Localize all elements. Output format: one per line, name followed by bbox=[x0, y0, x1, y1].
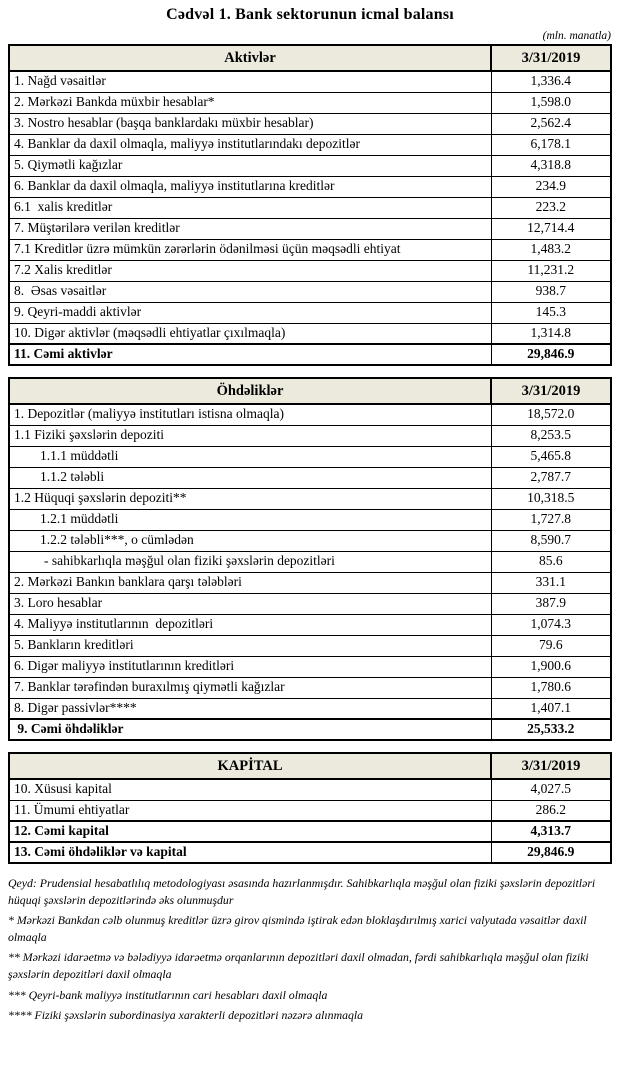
row-label: 4. Maliyyə institutlarının depozitləri bbox=[9, 614, 491, 635]
table-row bbox=[9, 677, 611, 698]
row-value: 5,465.8 bbox=[491, 446, 611, 467]
row-label: 11. Ümumi ehtiyatlar bbox=[9, 800, 491, 821]
row-label: 1.1 Fiziki şəxslərin depoziti bbox=[9, 425, 491, 446]
row-label: 7.2 Xalis kreditlər bbox=[9, 260, 491, 281]
table-row bbox=[9, 842, 611, 863]
row-label: 9. Cəmi öhdəliklər bbox=[9, 719, 491, 740]
row-label: 5. Qiymətli kağızlar bbox=[9, 155, 491, 176]
row-value: 4,313.7 bbox=[491, 821, 611, 842]
row-label: 7. Müştərilərə verilən kreditlər bbox=[9, 218, 491, 239]
table-row bbox=[9, 218, 611, 239]
row-label: 8. Digər passivlər**** bbox=[9, 698, 491, 719]
date-column-header: 3/31/2019 bbox=[491, 378, 611, 404]
row-value: 4,027.5 bbox=[491, 779, 611, 800]
section-table bbox=[8, 377, 612, 741]
row-value: 4,318.8 bbox=[491, 155, 611, 176]
table-row bbox=[9, 323, 611, 344]
date-column-header: 3/31/2019 bbox=[491, 753, 611, 779]
table-row bbox=[9, 134, 611, 155]
row-label: 3. Loro hesablar bbox=[9, 593, 491, 614]
table-row bbox=[9, 614, 611, 635]
row-label: 3. Nostro hesablar (başqa banklardakı müxbir hesablar) bbox=[9, 113, 491, 134]
section-header-row bbox=[9, 753, 611, 779]
row-value: 25,533.2 bbox=[491, 719, 611, 740]
row-label: 6.1 xalis kreditlər bbox=[9, 197, 491, 218]
row-label: 7.1 Kreditlər üzrə mümkün zərərlərin ödənilməsi üçün məqsədli ehtiyat bbox=[9, 239, 491, 260]
row-value: 1,336.4 bbox=[491, 71, 611, 92]
row-label: 1.1.2 tələbli bbox=[9, 467, 491, 488]
row-value: 1,900.6 bbox=[491, 656, 611, 677]
row-label: 12. Cəmi kapital bbox=[9, 821, 491, 842]
table-row bbox=[9, 530, 611, 551]
row-value: 1,314.8 bbox=[491, 323, 611, 344]
table-row bbox=[9, 239, 611, 260]
unit-note: (mln. manatla) bbox=[542, 30, 611, 42]
table-row bbox=[9, 113, 611, 134]
row-label: 1.1.1 müddətli bbox=[9, 446, 491, 467]
row-label: 8. Əsas vəsaitlər bbox=[9, 281, 491, 302]
section-header-row bbox=[9, 45, 611, 71]
row-value: 12,714.4 bbox=[491, 218, 611, 239]
row-value: 1,780.6 bbox=[491, 677, 611, 698]
table-row bbox=[9, 635, 611, 656]
row-value: 1,598.0 bbox=[491, 92, 611, 113]
table-row bbox=[9, 800, 611, 821]
date-column-header: 3/31/2019 bbox=[491, 45, 611, 71]
row-value: 1,074.3 bbox=[491, 614, 611, 635]
table-row bbox=[9, 281, 611, 302]
table-row bbox=[9, 509, 611, 530]
row-value: 331.1 bbox=[491, 572, 611, 593]
row-value: 10,318.5 bbox=[491, 488, 611, 509]
row-value: 387.9 bbox=[491, 593, 611, 614]
row-label: 10. Xüsusi kapital bbox=[9, 779, 491, 800]
table-row bbox=[9, 302, 611, 323]
row-label: 1. Nağd vəsaitlər bbox=[9, 71, 491, 92]
table-row bbox=[9, 71, 611, 92]
row-value: 29,846.9 bbox=[491, 842, 611, 863]
row-value: 223.2 bbox=[491, 197, 611, 218]
footnote: * Mərkəzi Bankdan cəlb olunmuş kreditlər üzrə girov qismində iştirak edən bloklaşdırılmış xarici valyutada vəsaitlər daxil olmaqla bbox=[8, 913, 587, 945]
table-row bbox=[9, 821, 611, 842]
row-label: 1.2.2 tələbli***, o cümlədən bbox=[9, 530, 491, 551]
footnotes bbox=[8, 875, 612, 1024]
row-label: - sahibkarlıqla məşğul olan fiziki şəxslərin depozitləri bbox=[9, 551, 491, 572]
table-row bbox=[9, 698, 611, 719]
table-row bbox=[9, 467, 611, 488]
row-value: 2,787.7 bbox=[491, 467, 611, 488]
section-header: Aktivlər bbox=[9, 45, 491, 71]
row-label: 6. Digər maliyyə institutlarının kreditləri bbox=[9, 656, 491, 677]
row-value: 938.7 bbox=[491, 281, 611, 302]
row-label: 1. Depozitlər (maliyyə institutları istisna olmaqla) bbox=[9, 404, 491, 425]
row-value: 1,727.8 bbox=[491, 509, 611, 530]
row-value: 6,178.1 bbox=[491, 134, 611, 155]
row-value: 2,562.4 bbox=[491, 113, 611, 134]
row-label: 5. Bankların kreditləri bbox=[9, 635, 491, 656]
row-label: 4. Banklar da daxil olmaqla, maliyyə institutlarındakı depozitlər bbox=[9, 134, 491, 155]
row-value: 145.3 bbox=[491, 302, 611, 323]
row-value: 286.2 bbox=[491, 800, 611, 821]
row-value: 29,846.9 bbox=[491, 344, 611, 365]
row-label: 1.2 Hüquqi şəxslərin depoziti** bbox=[9, 488, 491, 509]
table-row bbox=[9, 404, 611, 425]
table-row bbox=[9, 446, 611, 467]
footnote: Qeyd: Prudensial hesabatlılıq metodologiyası əsasında hazırlanmışdır. Sahibkarlıqla məşğul olan fiziki şəxslərin depozitləri hüquqi şəxslərin depozitlərində əks olunmuşdur bbox=[8, 876, 596, 908]
row-label: 9. Qeyri-maddi aktivlər bbox=[9, 302, 491, 323]
row-label: 2. Mərkəzi Bankın banklara qarşı tələbləri bbox=[9, 572, 491, 593]
section-table bbox=[8, 752, 612, 864]
section-header: Öhdəliklər bbox=[9, 378, 491, 404]
table-row bbox=[9, 488, 611, 509]
row-value: 85.6 bbox=[491, 551, 611, 572]
section-header: KAPİTAL bbox=[9, 753, 491, 779]
page-title: Cədvəl 1. Bank sektorunun icmal balansı bbox=[166, 6, 454, 23]
row-label: 10. Digər aktivlər (məqsədli ehtiyatlar çıxılmaqla) bbox=[9, 323, 491, 344]
table-row bbox=[9, 656, 611, 677]
table-row bbox=[9, 551, 611, 572]
table-row bbox=[9, 344, 611, 365]
table-row bbox=[9, 719, 611, 740]
row-value: 18,572.0 bbox=[491, 404, 611, 425]
row-label: 6. Banklar da daxil olmaqla, maliyyə institutlarına kreditlər bbox=[9, 176, 491, 197]
table-row bbox=[9, 425, 611, 446]
table-row bbox=[9, 197, 611, 218]
table-row bbox=[9, 572, 611, 593]
row-value: 79.6 bbox=[491, 635, 611, 656]
row-label: 11. Cəmi aktivlər bbox=[9, 344, 491, 365]
row-label: 7. Banklar tərəfindən buraxılmış qiymətli kağızlar bbox=[9, 677, 491, 698]
tables bbox=[8, 44, 612, 864]
section-table bbox=[8, 44, 612, 366]
table-row bbox=[9, 260, 611, 281]
table-row bbox=[9, 176, 611, 197]
table-row bbox=[9, 593, 611, 614]
row-value: 1,407.1 bbox=[491, 698, 611, 719]
row-label: 13. Cəmi öhdəliklər və kapital bbox=[9, 842, 491, 863]
table-row bbox=[9, 779, 611, 800]
row-value: 8,590.7 bbox=[491, 530, 611, 551]
row-value: 8,253.5 bbox=[491, 425, 611, 446]
row-label: 2. Mərkəzi Bankda müxbir hesablar* bbox=[9, 92, 491, 113]
row-label: 1.2.1 müddətli bbox=[9, 509, 491, 530]
row-value: 234.9 bbox=[491, 176, 611, 197]
footnote: **** Fiziki şəxslərin subordinasiya xarakterli depozitləri nəzərə alınmaqla bbox=[8, 1007, 364, 1022]
table-row bbox=[9, 92, 611, 113]
table-row bbox=[9, 155, 611, 176]
section-header-row bbox=[9, 378, 611, 404]
row-value: 11,231.2 bbox=[491, 260, 611, 281]
row-value: 1,483.2 bbox=[491, 239, 611, 260]
footnote: ** Mərkəzi idarəetmə və bələdiyyə idarəetmə orqanlarının depozitləri daxil olmadan, fərdi sahibkarlıqla məşğul olan fiziki şəxslərin depozitləri daxil olmaqla bbox=[8, 950, 589, 982]
footnote: *** Qeyri-bank maliyyə institutlarının cari hesabları daxil olmaqla bbox=[8, 987, 328, 1002]
